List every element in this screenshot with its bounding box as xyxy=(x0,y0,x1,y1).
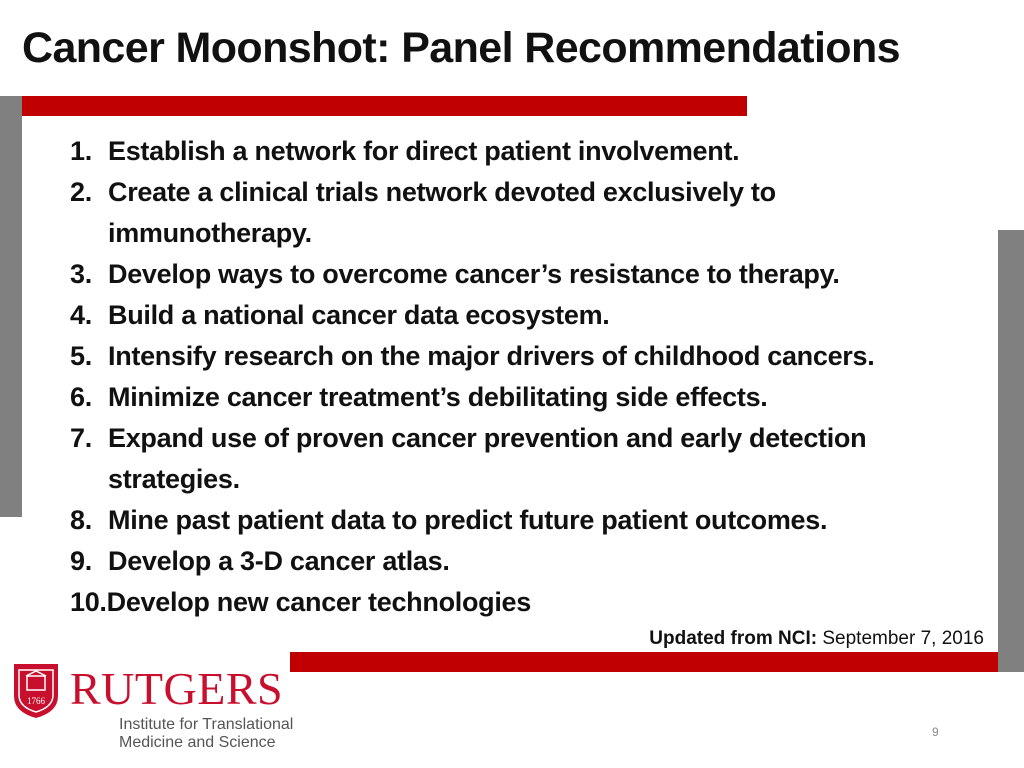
source-label: Updated from NCI: xyxy=(649,628,818,649)
brand-subtitle-line2: Medicine and Science xyxy=(119,734,276,751)
recommendation-text: Intensify research on the major drivers of childhood cancers. xyxy=(108,341,875,371)
recommendation-item xyxy=(70,582,985,623)
recommendation-item xyxy=(70,254,985,295)
recommendation-text: Mine past patient data to predict future patient outcomes. xyxy=(108,505,828,535)
recommendation-text: Develop new cancer technologies xyxy=(106,587,531,617)
recommendation-number: 8. xyxy=(70,505,92,535)
recommendation-item xyxy=(70,377,985,418)
recommendation-number: 10. xyxy=(70,587,107,617)
source-date: September 7, 2016 xyxy=(822,628,984,649)
brand-name: RUTGERS xyxy=(70,663,284,714)
recommendation-number: 6. xyxy=(70,382,92,412)
recommendation-text: Expand use of proven cancer prevention and early detection strategies. xyxy=(108,423,867,494)
recommendation-number: 3. xyxy=(70,259,92,289)
recommendation-item xyxy=(70,418,985,500)
left-gray-bar xyxy=(0,96,22,517)
top-red-bar xyxy=(22,96,747,116)
brand-subtitle-line1: Institute for Translational xyxy=(119,716,294,733)
recommendation-number: 1. xyxy=(70,136,92,166)
recommendation-item xyxy=(70,500,985,541)
recommendations-list xyxy=(70,131,985,623)
right-gray-bar xyxy=(998,230,1024,672)
slide-title: Cancer Moonshot: Panel Recommendations xyxy=(22,24,900,72)
rutgers-shield-icon xyxy=(12,662,60,720)
recommendation-item xyxy=(70,541,985,582)
recommendation-item xyxy=(70,336,985,377)
rutgers-logo xyxy=(12,660,302,755)
recommendation-number: 7. xyxy=(70,423,92,453)
recommendation-item xyxy=(70,172,985,254)
recommendation-number: 2. xyxy=(70,177,92,207)
recommendation-text: Build a national cancer data ecosystem. xyxy=(108,300,610,330)
recommendation-text: Establish a network for direct patient involvement. xyxy=(108,136,740,166)
page-number: 9 xyxy=(932,725,939,739)
recommendation-number: 9. xyxy=(70,546,92,576)
recommendation-text: Minimize cancer treatment’s debilitating side effects. xyxy=(108,382,768,412)
source-note xyxy=(649,626,984,652)
recommendation-number: 5. xyxy=(70,341,92,371)
recommendation-text: Create a clinical trials network devoted exclusively to immunotherapy. xyxy=(108,177,776,248)
recommendation-item xyxy=(70,131,985,172)
bottom-red-bar xyxy=(290,652,998,672)
recommendation-text: Develop ways to overcome cancer’s resistance to therapy. xyxy=(108,259,840,289)
recommendation-number: 4. xyxy=(70,300,92,330)
recommendation-item xyxy=(70,295,985,336)
recommendation-text: Develop a 3-D cancer atlas. xyxy=(108,546,450,576)
seal-year: 1766 xyxy=(27,696,45,706)
